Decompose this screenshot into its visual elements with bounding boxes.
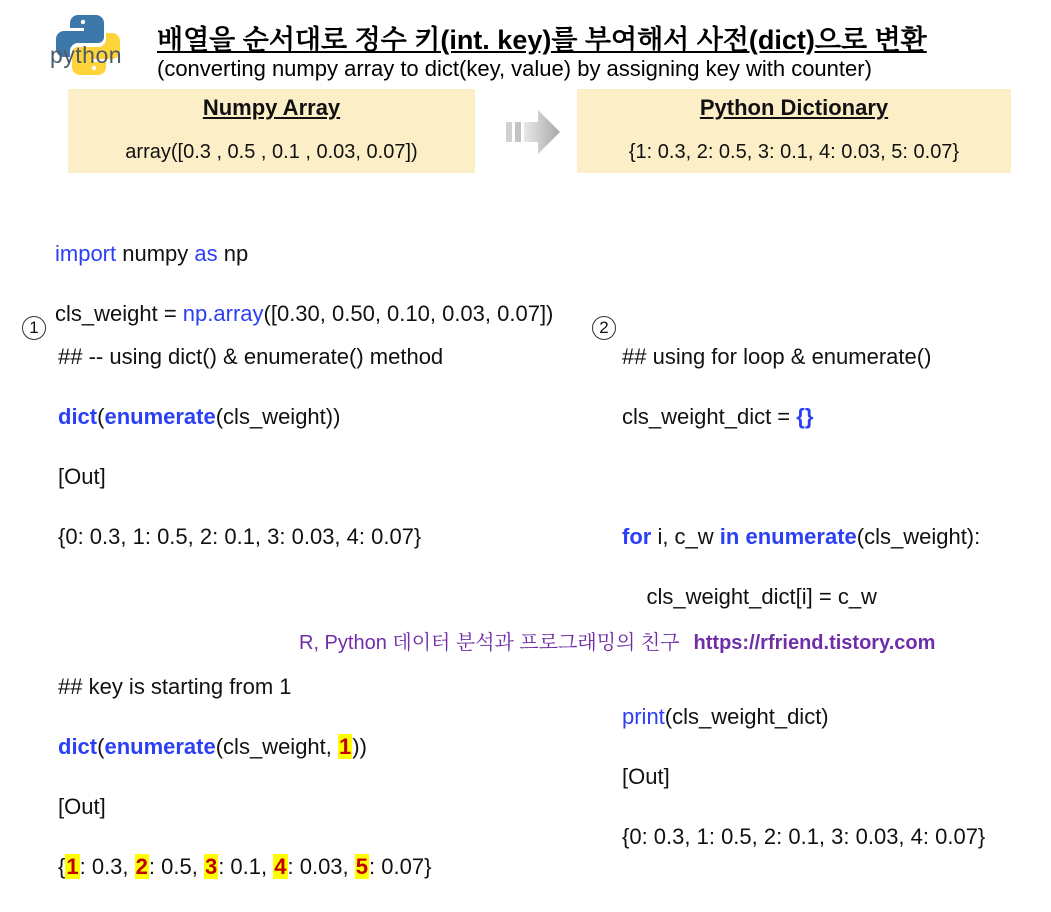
function-name: dict: [58, 734, 98, 759]
python-dictionary-box-title: Python Dictionary: [699, 95, 889, 120]
numpy-array-box: [68, 89, 475, 173]
footer-text: R, Python 데이터 분석과 프로그래밍의 친구: [299, 632, 680, 654]
code-comment: ## key is starting from 1: [58, 674, 292, 699]
python-dictionary-box: [577, 89, 1011, 173]
code-text: : 0.3,: [79, 854, 135, 879]
code-text: numpy: [116, 241, 195, 266]
empty-dict-literal: {}: [796, 404, 814, 429]
arrow-right-icon: [506, 110, 562, 154]
keyword: in: [719, 524, 740, 549]
code-text: (cls_weight,: [215, 734, 339, 759]
output-label: [Out]: [58, 794, 106, 819]
code-line: [622, 402, 985, 432]
code-text: : 0.5,: [148, 854, 204, 879]
code-text: cls_weight =: [55, 301, 183, 326]
code-text: : 0.07}: [369, 854, 432, 879]
output-label: [Out]: [622, 764, 670, 789]
section-number-badge: 2: [592, 316, 616, 340]
keyword: as: [194, 241, 218, 266]
keyword: for: [622, 524, 652, 549]
code-text: ([0.30, 0.50, 0.10, 0.03, 0.07]): [263, 301, 554, 326]
function-name: enumerate: [104, 734, 216, 759]
highlighted-key: 5: [355, 854, 369, 879]
highlighted-key: 2: [135, 854, 148, 879]
code-text: (cls_weight)): [215, 404, 341, 429]
code-text: : 0.1,: [218, 854, 274, 879]
python-dictionary-box-body: {1: 0.3, 2: 0.5, 3: 0.1, 4: 0.03, 5: 0.07}: [628, 141, 960, 163]
page-subtitle: (converting numpy array to dict(key, value) by assigning key with counter): [157, 56, 872, 81]
code-text: np: [217, 241, 249, 266]
code-text: (cls_weight):: [856, 524, 981, 549]
highlighted-start-value: 1: [339, 734, 352, 759]
code-text: cls_weight_dict =: [622, 404, 797, 429]
code-line: [622, 522, 985, 552]
output-result: {0: 0.3, 1: 0.5, 2: 0.1, 3: 0.03, 4: 0.07}: [622, 824, 986, 849]
function-name: enumerate: [745, 524, 857, 549]
keyword: import: [55, 241, 117, 266]
highlighted-key: 1: [66, 854, 79, 879]
function-name: enumerate: [104, 404, 216, 429]
highlighted-key: 3: [204, 854, 218, 879]
page-title: 배열을 순서대로 정수 키(int. key)를 부여해서 사전(dict)으로 변환: [157, 25, 927, 55]
function-name: print: [622, 704, 665, 729]
code-line: cls_weight_dict[i] = c_w: [622, 584, 877, 609]
code-text: : 0.03,: [287, 854, 355, 879]
code-comment: ## -- using dict() & enumerate() method: [58, 344, 444, 369]
output-result: [58, 852, 443, 882]
code-text: i, c_w: [651, 524, 720, 549]
code-line: [622, 702, 985, 732]
code-line: [58, 732, 443, 762]
function-name: np.array: [182, 301, 264, 326]
section1-code: [58, 312, 443, 912]
section2-code: [622, 312, 985, 882]
code-text: {: [58, 854, 66, 879]
logo-text: python: [50, 42, 123, 68]
code-line: [55, 239, 553, 269]
function-name: dict: [58, 404, 98, 429]
code-text: (: [97, 734, 105, 759]
output-result: {0: 0.3, 1: 0.5, 2: 0.1, 3: 0.03, 4: 0.07}: [58, 524, 422, 549]
section-number-badge: 1: [22, 316, 46, 340]
footer: [299, 626, 935, 655]
code-comment: ## using for loop & enumerate(): [622, 344, 932, 369]
numpy-array-box-title: Numpy Array: [202, 95, 341, 120]
code-text: (cls_weight_dict): [664, 704, 829, 729]
code-line: [58, 402, 443, 432]
code-text: )): [352, 734, 367, 759]
highlighted-key: 4: [274, 854, 287, 879]
numpy-array-box-body: array([0.3 , 0.5 , 0.1 , 0.03, 0.07]): [125, 141, 418, 163]
footer-link[interactable]: https://rfriend.tistory.com: [693, 632, 936, 654]
output-label: [Out]: [58, 464, 106, 489]
code-text: (: [97, 404, 105, 429]
